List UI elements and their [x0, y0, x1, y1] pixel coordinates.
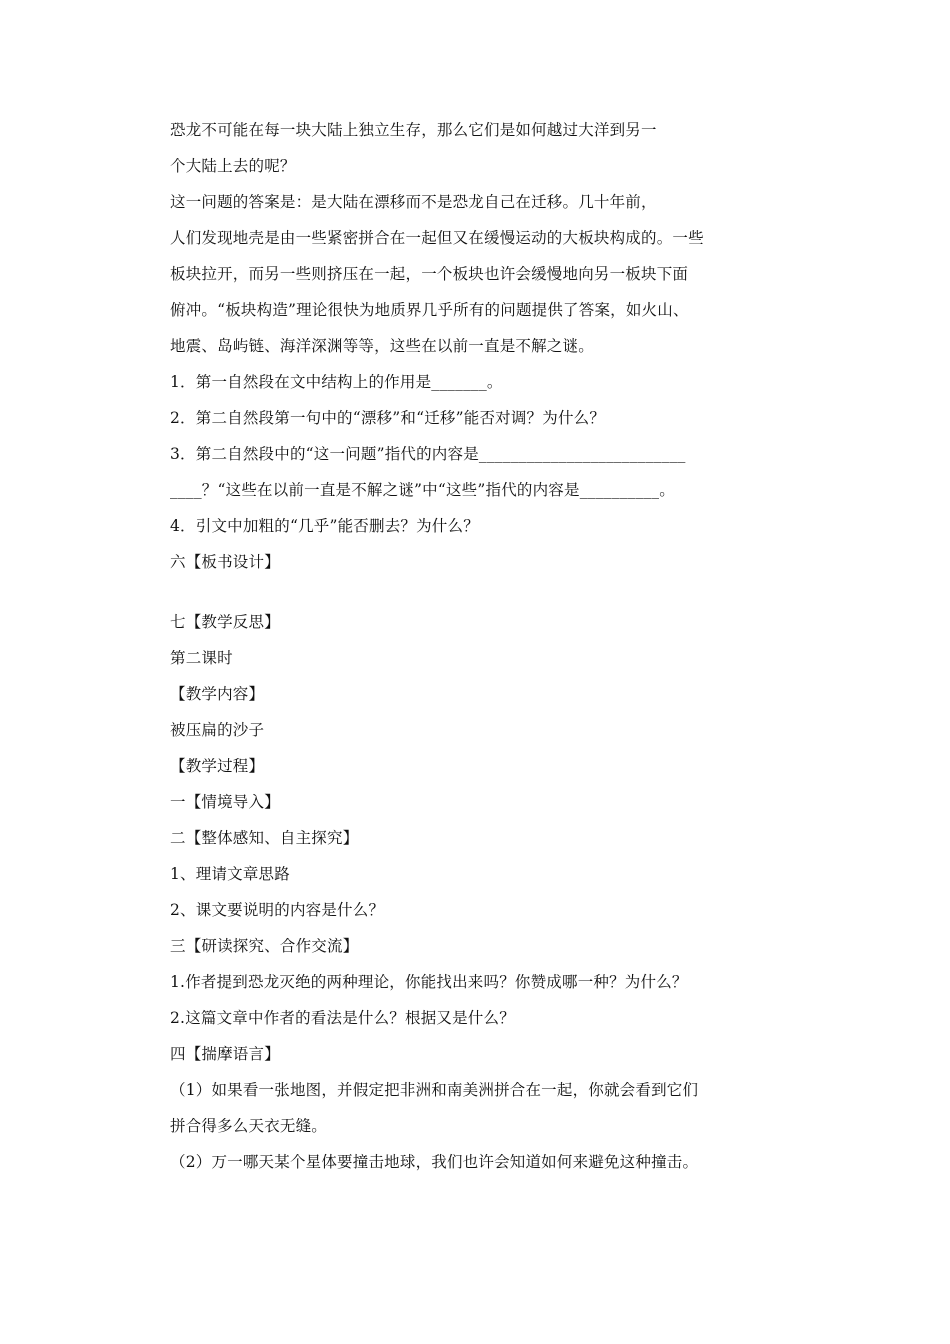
section-heading: 【教学过程】: [170, 757, 265, 775]
lesson-title: 第二课时: [170, 649, 233, 667]
section-heading: 六【板书设计】: [170, 553, 280, 571]
list-item: 1、理请文章思路: [170, 865, 290, 883]
list-item: 2、课文要说明的内容是什么？: [170, 901, 385, 919]
question-3-continued: ____？“这些在以前一直是不解之谜”中“这些”指代的内容是__________。: [170, 481, 675, 499]
blank-gap: [170, 580, 770, 604]
section-heading: 【教学内容】: [170, 685, 265, 703]
text-line: 拼合得多么天衣无缝。: [170, 1117, 328, 1135]
section-heading: 二【整体感知、自主探究】: [170, 829, 359, 847]
section-heading: 一【情境导入】: [170, 793, 280, 811]
list-item: （1）如果看一张地图，并假定把非洲和南美洲拼合在一起，你就会看到它们: [170, 1081, 699, 1099]
document-page: [170, 112, 770, 1180]
text-line: 人们发现地壳是由一些紧密拼合在一起但又在缓慢运动的大板块构成的。一些: [170, 229, 704, 247]
text-line: 个大陆上去的呢？: [170, 157, 296, 175]
text-line: 俯冲。“板块构造”理论很快为地质界几乎所有的问题提供了答案，如火山、: [170, 301, 689, 319]
question-3: 3．第二自然段中的“这一问题”指代的内容是__________________________: [170, 445, 686, 463]
text-line: 恐龙不可能在每一块大陆上独立生存，那么它们是如何越过大洋到另一: [170, 121, 657, 139]
text-line: 这一问题的答案是：是大陆在漂移而不是恐龙自己在迁移。几十年前，: [170, 193, 657, 211]
question-2: 2．第二自然段第一句中的“漂移”和“迁移”能否对调？为什么？: [170, 409, 606, 427]
list-item: （2）万一哪天某个星体要撞击地球，我们也许会知道如何来避免这种撞击。: [170, 1153, 699, 1171]
section-heading: 七【教学反思】: [170, 613, 280, 631]
text-line: 板块拉开，而另一些则挤压在一起，一个板块也许会缓慢地向另一板块下面: [170, 265, 689, 283]
question-1: 1．第一自然段在文中结构上的作用是_______。: [170, 373, 503, 391]
section-heading: 四【揣摩语言】: [170, 1045, 280, 1063]
section-heading: 三【研读探究、合作交流】: [170, 937, 359, 955]
list-item: 2.这篇文章中作者的看法是什么？根据又是什么？: [170, 1009, 515, 1027]
text-line: 被压扁的沙子: [170, 721, 265, 739]
question-4: 4．引文中加粗的“几乎”能否删去？为什么？: [170, 517, 479, 535]
list-item: 1.作者提到恐龙灭绝的两种理论，你能找出来吗？你赞成哪一种？为什么？: [170, 973, 688, 991]
text-line: 地震、岛屿链、海洋深渊等等，这些在以前一直是不解之谜。: [170, 337, 594, 355]
